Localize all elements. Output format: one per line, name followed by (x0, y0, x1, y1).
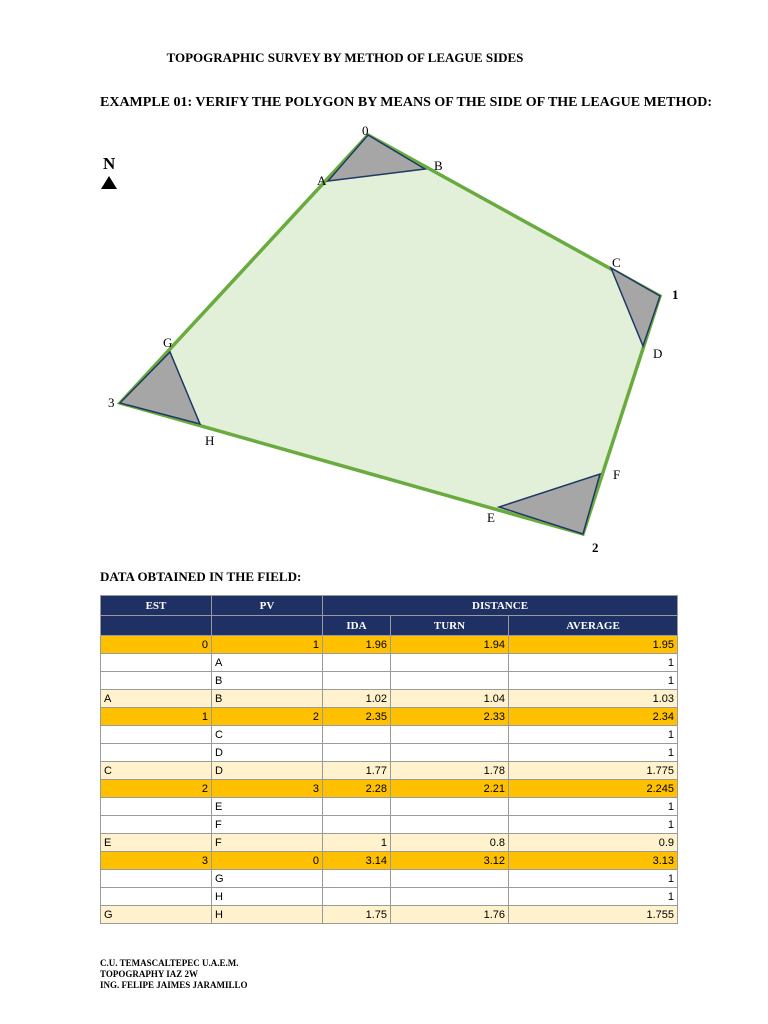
ida-cell: 1 (323, 834, 391, 852)
ida-cell: 1.96 (323, 636, 391, 654)
table-row (101, 888, 678, 906)
table-row (101, 726, 678, 744)
est-cell: C (101, 762, 212, 780)
pv-cell: D (212, 744, 323, 762)
turn-cell: 0.8 (391, 834, 509, 852)
est-cell: 0 (101, 636, 212, 654)
turn-cell: 3.12 (391, 852, 509, 870)
turn-cell (391, 744, 509, 762)
table-row (101, 690, 678, 708)
turn-cell: 2.33 (391, 708, 509, 726)
footer-institution: C.U. TEMASCALTEPEC U.A.E.M. (100, 958, 239, 968)
est-cell (101, 744, 212, 762)
average-cell: 2.34 (509, 708, 678, 726)
ida-cell (323, 726, 391, 744)
vertex-label-2: 2 (592, 540, 599, 555)
est-cell (101, 798, 212, 816)
table-row (101, 816, 678, 834)
header-pv-blank (212, 616, 323, 636)
header-est: EST (101, 596, 212, 616)
est-cell: E (101, 834, 212, 852)
header-turn: TURN (391, 616, 509, 636)
table-header-row (101, 596, 678, 616)
table-row (101, 708, 678, 726)
pv-cell: H (212, 888, 323, 906)
ida-cell (323, 798, 391, 816)
pv-cell: A (212, 654, 323, 672)
point-label-e: E (487, 510, 495, 525)
pv-cell: 1 (212, 636, 323, 654)
average-cell: 3.13 (509, 852, 678, 870)
example-heading: EXAMPLE 01: VERIFY THE POLYGON BY MEANS OF THE SIDE OF THE LEAGUE METHOD: (100, 95, 713, 110)
average-cell: 1 (509, 798, 678, 816)
point-label-h: H (205, 433, 215, 448)
point-label-a: A (317, 173, 327, 188)
table-row (101, 906, 678, 924)
pv-cell: C (212, 726, 323, 744)
footer (100, 958, 248, 991)
pv-cell: F (212, 834, 323, 852)
est-cell: 2 (101, 780, 212, 798)
est-cell (101, 654, 212, 672)
table-row (101, 744, 678, 762)
est-cell (101, 870, 212, 888)
pv-cell: F (212, 816, 323, 834)
pv-cell: H (212, 906, 323, 924)
turn-cell: 1.04 (391, 690, 509, 708)
vertex-label-1: 1 (672, 287, 679, 302)
average-cell: 1 (509, 726, 678, 744)
average-cell: 1 (509, 816, 678, 834)
est-cell: 3 (101, 852, 212, 870)
average-cell: 1 (509, 654, 678, 672)
table-body (101, 636, 678, 924)
turn-cell (391, 888, 509, 906)
average-cell: 1.95 (509, 636, 678, 654)
turn-cell: 2.21 (391, 780, 509, 798)
pv-cell: 0 (212, 852, 323, 870)
pv-cell: G (212, 870, 323, 888)
header-distance: DISTANCE (323, 596, 678, 616)
field-data-table (100, 595, 678, 924)
header-est-blank (101, 616, 212, 636)
ida-cell: 2.28 (323, 780, 391, 798)
table-row (101, 834, 678, 852)
average-cell: 1.755 (509, 906, 678, 924)
turn-cell: 1.78 (391, 762, 509, 780)
table-row (101, 852, 678, 870)
turn-cell (391, 654, 509, 672)
ida-cell: 3.14 (323, 852, 391, 870)
vertex-label-0: 0 (362, 123, 369, 138)
pv-cell: 2 (212, 708, 323, 726)
ida-cell (323, 816, 391, 834)
pv-cell: B (212, 690, 323, 708)
footer-course: TOPOGRAPHY IAZ 2W (100, 969, 199, 979)
average-cell: 1 (509, 888, 678, 906)
ida-cell: 1.75 (323, 906, 391, 924)
average-cell: 2.245 (509, 780, 678, 798)
average-cell: 1 (509, 870, 678, 888)
ida-cell (323, 744, 391, 762)
table-row (101, 654, 678, 672)
est-cell (101, 816, 212, 834)
footer-instructor: ING. FELIPE JAIMES JARAMILLO (100, 980, 248, 990)
est-cell (101, 672, 212, 690)
point-label-d: D (653, 346, 663, 361)
polygon-diagram (0, 115, 768, 565)
ida-cell: 2.35 (323, 708, 391, 726)
header-ida: IDA (323, 616, 391, 636)
ida-cell: 1.02 (323, 690, 391, 708)
header-pv: PV (212, 596, 323, 616)
point-label-f: F (613, 467, 621, 482)
table-row (101, 798, 678, 816)
turn-cell: 1.94 (391, 636, 509, 654)
ida-cell (323, 870, 391, 888)
average-cell: 0.9 (509, 834, 678, 852)
turn-cell (391, 672, 509, 690)
average-cell: 1.03 (509, 690, 678, 708)
pv-cell: B (212, 672, 323, 690)
est-cell (101, 726, 212, 744)
est-cell: 1 (101, 708, 212, 726)
section-title: DATA OBTAINED IN THE FIELD: (100, 569, 302, 584)
turn-cell (391, 726, 509, 744)
vertex-label-3: 3 (108, 395, 115, 410)
est-cell: A (101, 690, 212, 708)
ida-cell (323, 672, 391, 690)
turn-cell (391, 870, 509, 888)
table-subheader-row (101, 616, 678, 636)
average-cell: 1 (509, 744, 678, 762)
ida-cell (323, 654, 391, 672)
average-cell: 1.775 (509, 762, 678, 780)
table-row (101, 672, 678, 690)
pv-cell: 3 (212, 780, 323, 798)
average-cell: 1 (509, 672, 678, 690)
turn-cell: 1.76 (391, 906, 509, 924)
ida-cell (323, 888, 391, 906)
table-row (101, 762, 678, 780)
point-label-c: C (612, 255, 621, 270)
table-row (101, 780, 678, 798)
pv-cell: D (212, 762, 323, 780)
table-row (101, 636, 678, 654)
north-label: N (103, 154, 116, 173)
point-label-b: B (434, 158, 443, 173)
ida-cell: 1.77 (323, 762, 391, 780)
header-average: AVERAGE (509, 616, 678, 636)
table-row (101, 870, 678, 888)
est-cell: G (101, 906, 212, 924)
page-title: TOPOGRAPHIC SURVEY BY METHOD OF LEAGUE SIDES (166, 50, 524, 65)
est-cell (101, 888, 212, 906)
turn-cell (391, 816, 509, 834)
turn-cell (391, 798, 509, 816)
pv-cell: E (212, 798, 323, 816)
point-label-g: G (163, 335, 173, 350)
survey-polygon (120, 135, 663, 534)
